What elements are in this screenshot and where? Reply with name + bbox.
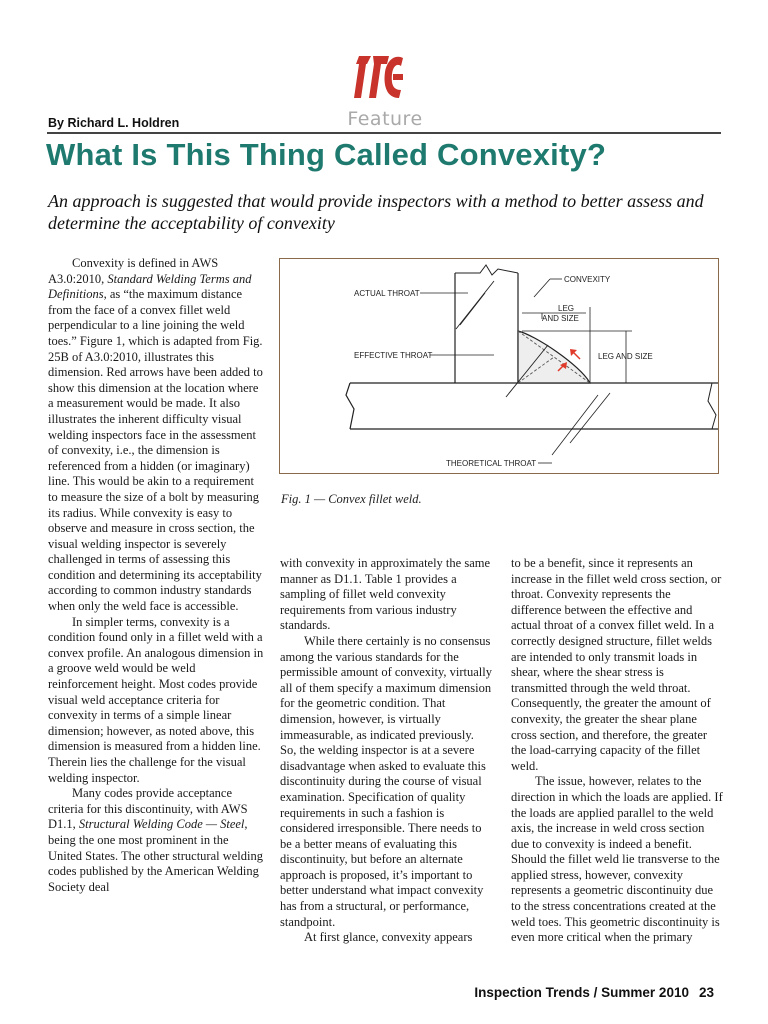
page-number: 23 bbox=[698, 985, 714, 1000]
paragraph: While there certainly is no consensus among the various standards for the permissible amount of convexity, virtually all of them specify a maximum dimension for the geometric condition. That dimension, however, is virtually immeasurable, as indicated previously. So, the welding inspector is at a severe disadvantage when asked to evaluate this discontinuity during the course of visual examination. Specification of quality requirements in such a fashion is considered irresponsible. There needs to be a better means of evaluating this discontinuity, but before an alternate approach is proposed, it’s important to better understand what impact convexity has from a structural, or performance, standpoint. bbox=[280, 633, 492, 929]
label-theoretical-throat: THEORETICAL THROAT bbox=[446, 459, 537, 468]
publication-name: Inspection Trends / Summer 2010 bbox=[474, 985, 689, 1000]
paragraph: The issue, however, relates to the direction in which the loads are applied. If the loads are applied parallel to the weld axis, the increase in weld cross section due to convexity is indeed a benefit. Should the fillet weld lie transverse to the applied stress, however, convexity represents a geometric discontinuity due to the stress concentrations created at the weld toes. This geometric discontinuity is even more critical when the primary bbox=[511, 774, 723, 945]
label-actual-throat: ACTUAL THROAT bbox=[354, 289, 420, 298]
text-column-2 bbox=[280, 556, 492, 946]
fillet-weld-drawing bbox=[280, 259, 720, 475]
paragraph: with convexity in approximately the same manner as D1.1. Table 1 provides a sampling of fillet weld convexity requirements from various industry standards. bbox=[280, 556, 491, 633]
paragraph: to be a benefit, since it represents an increase in the fillet weld cross section, or throat. Convexity represents the difference between the effective and actual throat of a convex fillet weld. In a correctly designed structure, fillet welds are intended to only transmit loads in shear, where the shear stress is transmitted through the weld throat. Consequently, the greater the amount of convexity, the greater the shear plane cross section, and therefore, the greater the load-carrying capacity of the fillet weld. bbox=[511, 556, 722, 773]
label-effective-throat: EFFECTIVE THROAT bbox=[354, 351, 433, 360]
figure-1-diagram bbox=[279, 258, 719, 474]
article-deck: An approach is suggested that would provide inspectors with a method to better assess and determine the acceptability of convexity bbox=[48, 191, 704, 233]
standard-title: Standard Welding Terms and Definitions bbox=[48, 271, 252, 302]
article-title: What Is This Thing Called Convexity? bbox=[46, 137, 607, 172]
text-run: , being the one most prominent in the United States. The other structural welding codes published by the American Welding Society deal bbox=[48, 817, 263, 894]
text-column-1 bbox=[48, 256, 264, 895]
paragraph bbox=[48, 256, 264, 615]
section-label: Feature bbox=[347, 108, 423, 130]
paragraph bbox=[48, 786, 264, 895]
byline: By Richard L. Holdren bbox=[48, 116, 180, 130]
label-convexity: CONVEXITY bbox=[564, 275, 611, 284]
text-run: Many codes provide acceptance criteria for this discontinuity, with AWS D1.1, bbox=[48, 786, 248, 832]
page-footer bbox=[474, 985, 714, 1000]
standard-title: Structural Welding Code — Steel bbox=[78, 817, 245, 832]
figure-caption: Fig. 1 — Convex fillet weld. bbox=[281, 492, 422, 506]
inspection-trends-logo bbox=[353, 54, 407, 100]
label-leg: LEG bbox=[558, 304, 575, 313]
text-run: , as “the maximum distance from the face of a convex fillet weld perpendicular to a line joining the weld toes.” Figure 1, which is adapted from Fig. 25B of A3.0:2010, illustrates this dimension. Red arrows have been added to show this dimension at the location where a measurement would be made. It also illustrates the inherent difficulty visual welding inspectors face in the assessment of convexity, i.e., the dimension is referenced from a hidden (or imaginary) line. This would be akin to a requirement to measure the size of a bolt by measuring its radius. While convexity is easy to observe and measure in cross section, the visual welding inspector is severely challenged in terms of assessing this condition and determining its acceptability according to common industry standards when only the weld face is accessible. bbox=[48, 287, 263, 614]
paragraph: In simpler terms, convexity is a condition found only in a fillet weld with a convex profile. An analogous dimension in a groove weld would be weld reinforcement height. Most codes provide visual weld acceptance criteria for convexity in terms of a simple linear dimension; however, as noted above, this dimension is measured from a hidden line. Therein lies the challenge for the visual welding inspector. bbox=[48, 614, 264, 785]
label-leg-and-size: LEG AND SIZE bbox=[598, 352, 653, 361]
text-run: Convexity is defined in AWS A3.0:2010, bbox=[48, 256, 219, 286]
paragraph: At first glance, convexity appears bbox=[304, 930, 473, 945]
text-column-3 bbox=[511, 556, 723, 946]
label-and-size: AND SIZE bbox=[542, 314, 579, 323]
header-rule bbox=[47, 132, 721, 134]
